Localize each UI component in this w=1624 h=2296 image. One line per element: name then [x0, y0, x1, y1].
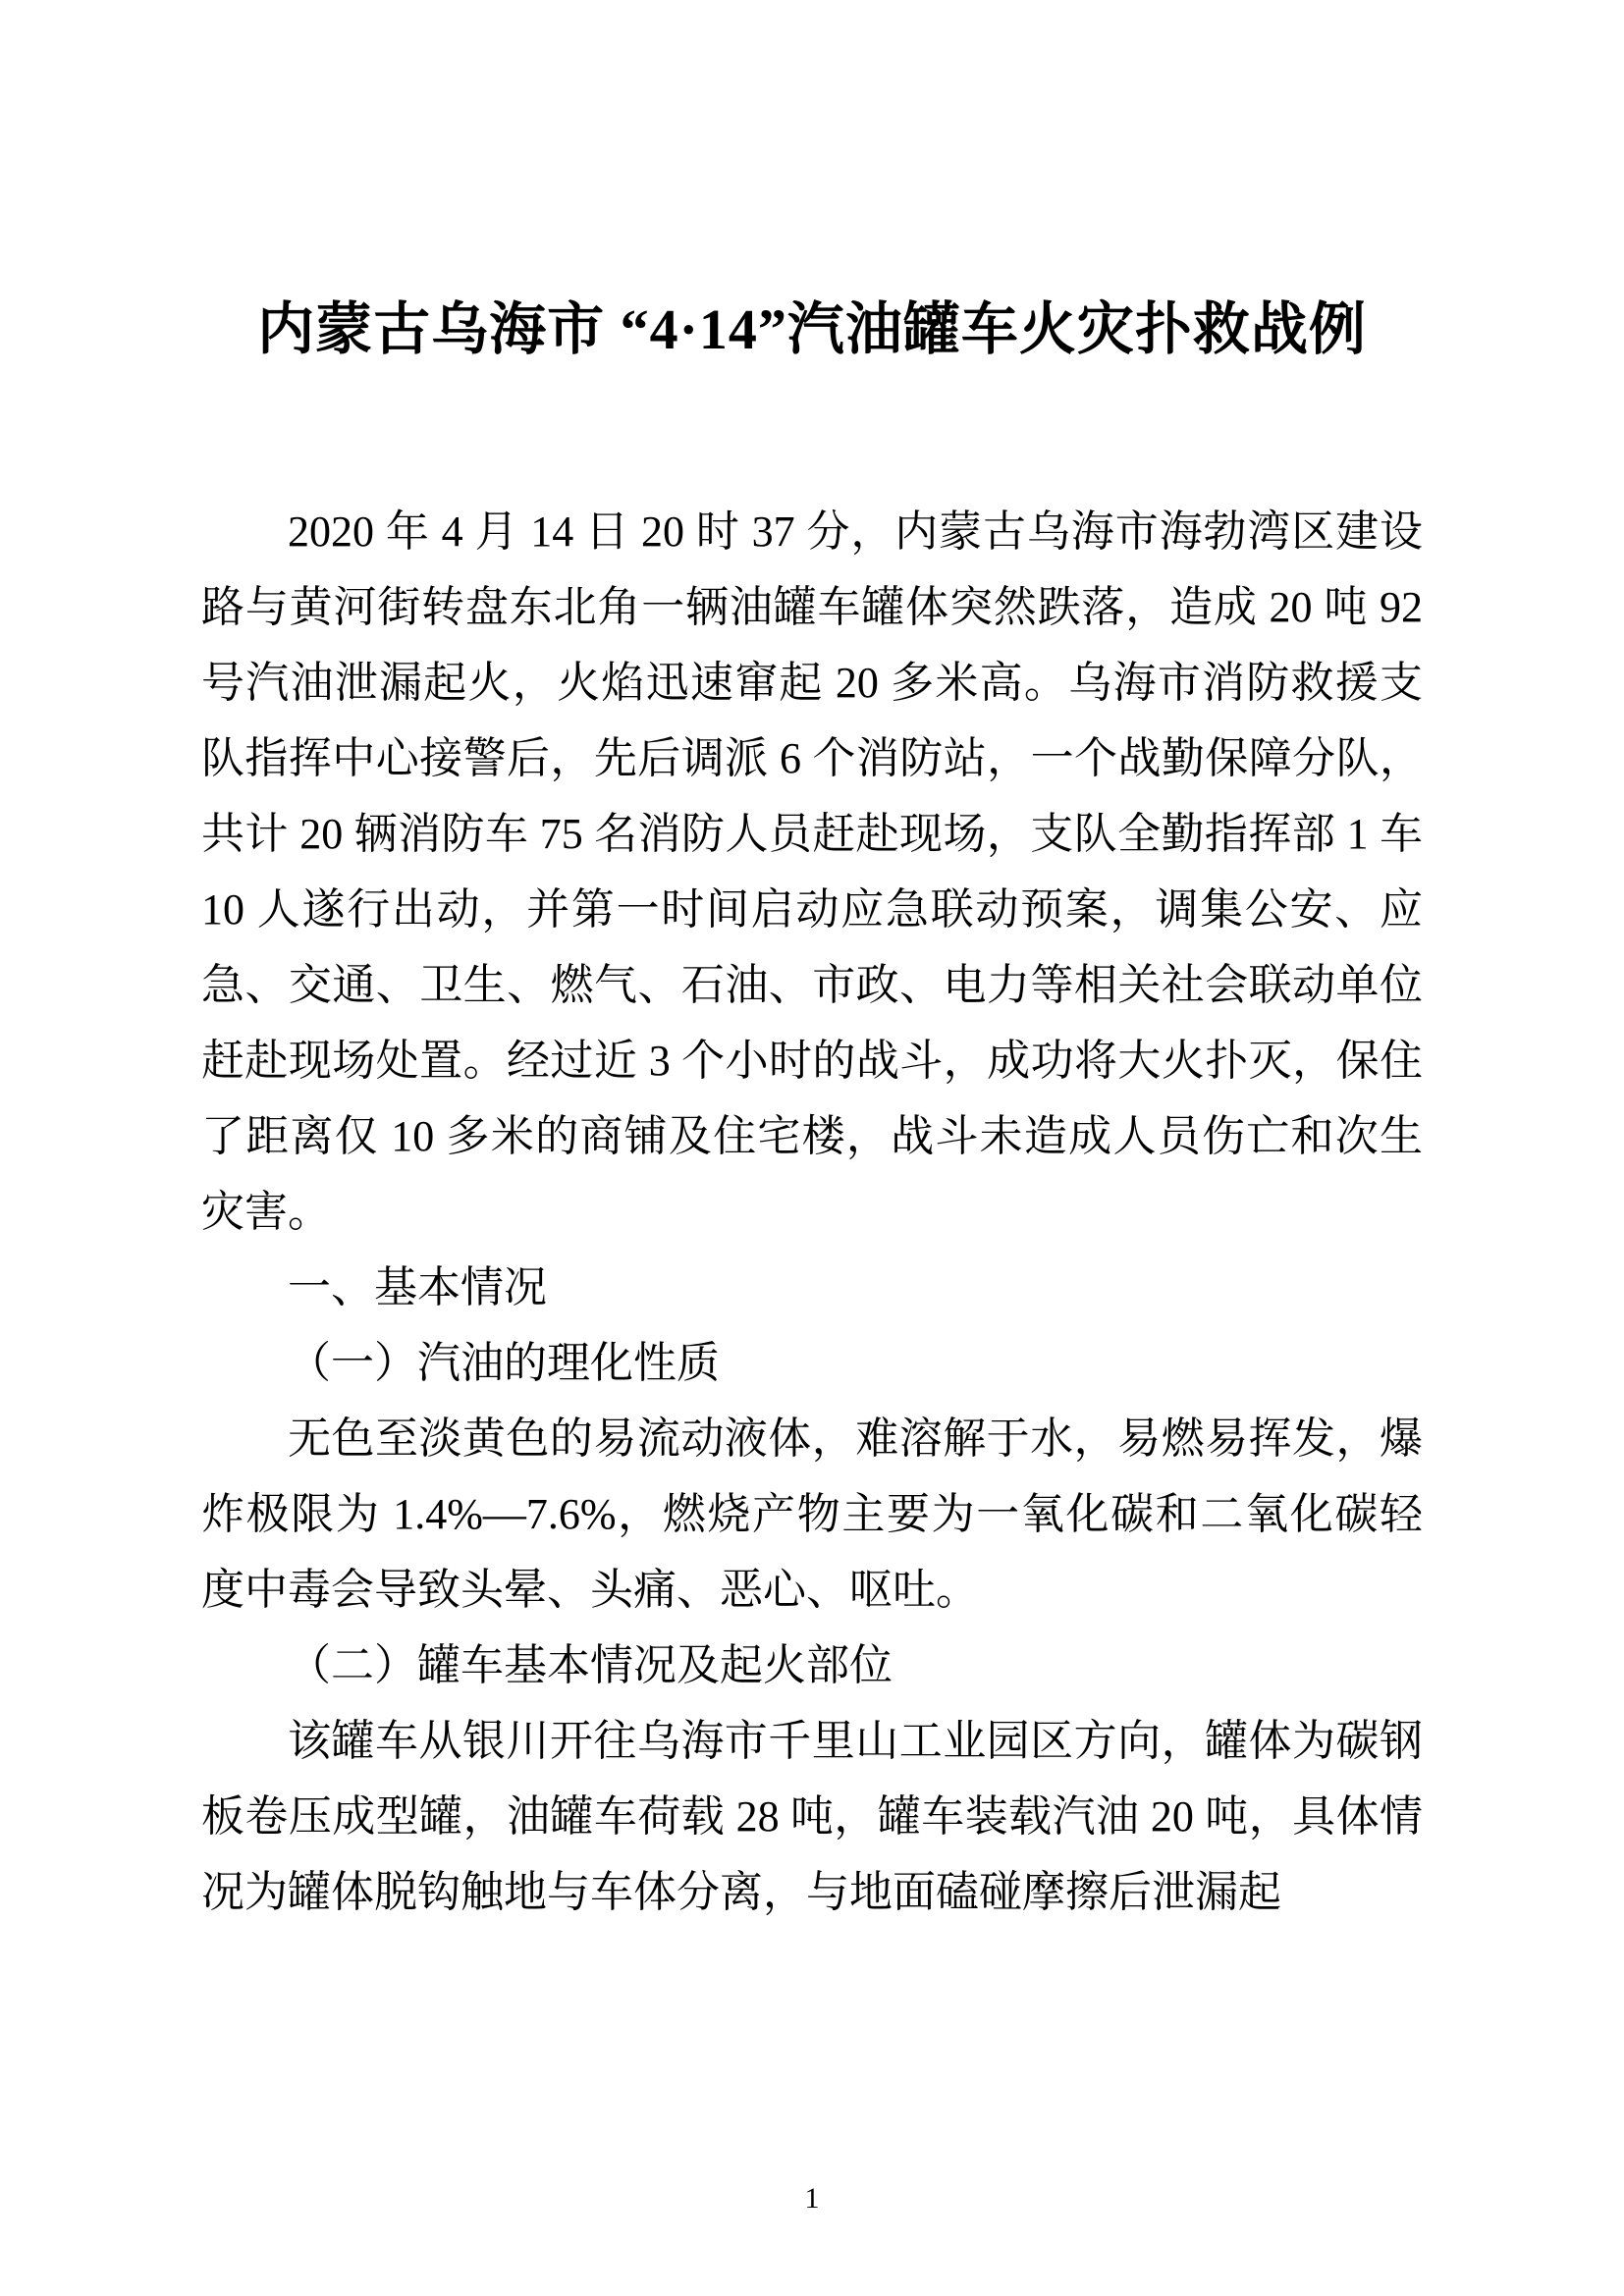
page-number: 1: [804, 2182, 820, 2215]
subsection-heading-tanker-info: （二）罐车基本情况及起火部位: [288, 1640, 893, 1689]
subsection-heading-gasoline-properties: （一）汽油的理化性质: [288, 1338, 720, 1387]
document-title: 内蒙古乌海市 “4·14”汽油罐车火灾扑救战例: [257, 297, 1367, 361]
tanker-info-paragraph: 该罐车从银川开往乌海市千里山工业园区方向，罐体为碳钢板卷压成型罐，油罐车荷载 28 吨，罐车装载汽油 20 吨，具体情况为罐体脱钩触地与车体分离，与地面磕碰摩擦后泄漏起: [201, 1716, 1423, 1916]
section-heading-basic-info: 一、基本情况: [288, 1262, 547, 1311]
gasoline-properties-paragraph: 无色至淡黄色的易流动液体，难溶解于水，易燃易挥发，爆炸极限为 1.4%—7.6%，燃烧产物主要为一氧化碳和二氧化碳轻度中毒会导致头晕、头痛、恶心、呕吐。: [201, 1414, 1423, 1614]
intro-paragraph: 2020 年 4 月 14 日 20 时 37 分，内蒙古乌海市海勃湾区建设路与黄河街转盘东北角一辆油罐车罐体突然跌落，造成 20 吨 92 号汽油泄漏起火，火焰迅速窜起 20 多米高。乌海市消防救援支队指挥中心接警后，先后调派 6 个消防站，一个战勤保障分队，共计 20 辆消防车 75 名消防人员赶赴现场，支队全勤指挥部 1 车 10 人遂行出动，并第一时间启动应急联动预案，调集公安、应急、交通、卫生、燃气、石油、市政、电力等相关社会联动单位赶赴现场处置。经过近 3 个小时的战斗，成功将大火扑灭，保住了距离仅 10 多米的商铺及住宅楼，战斗未造成人员伤亡和次生灾害。: [201, 507, 1423, 1236]
